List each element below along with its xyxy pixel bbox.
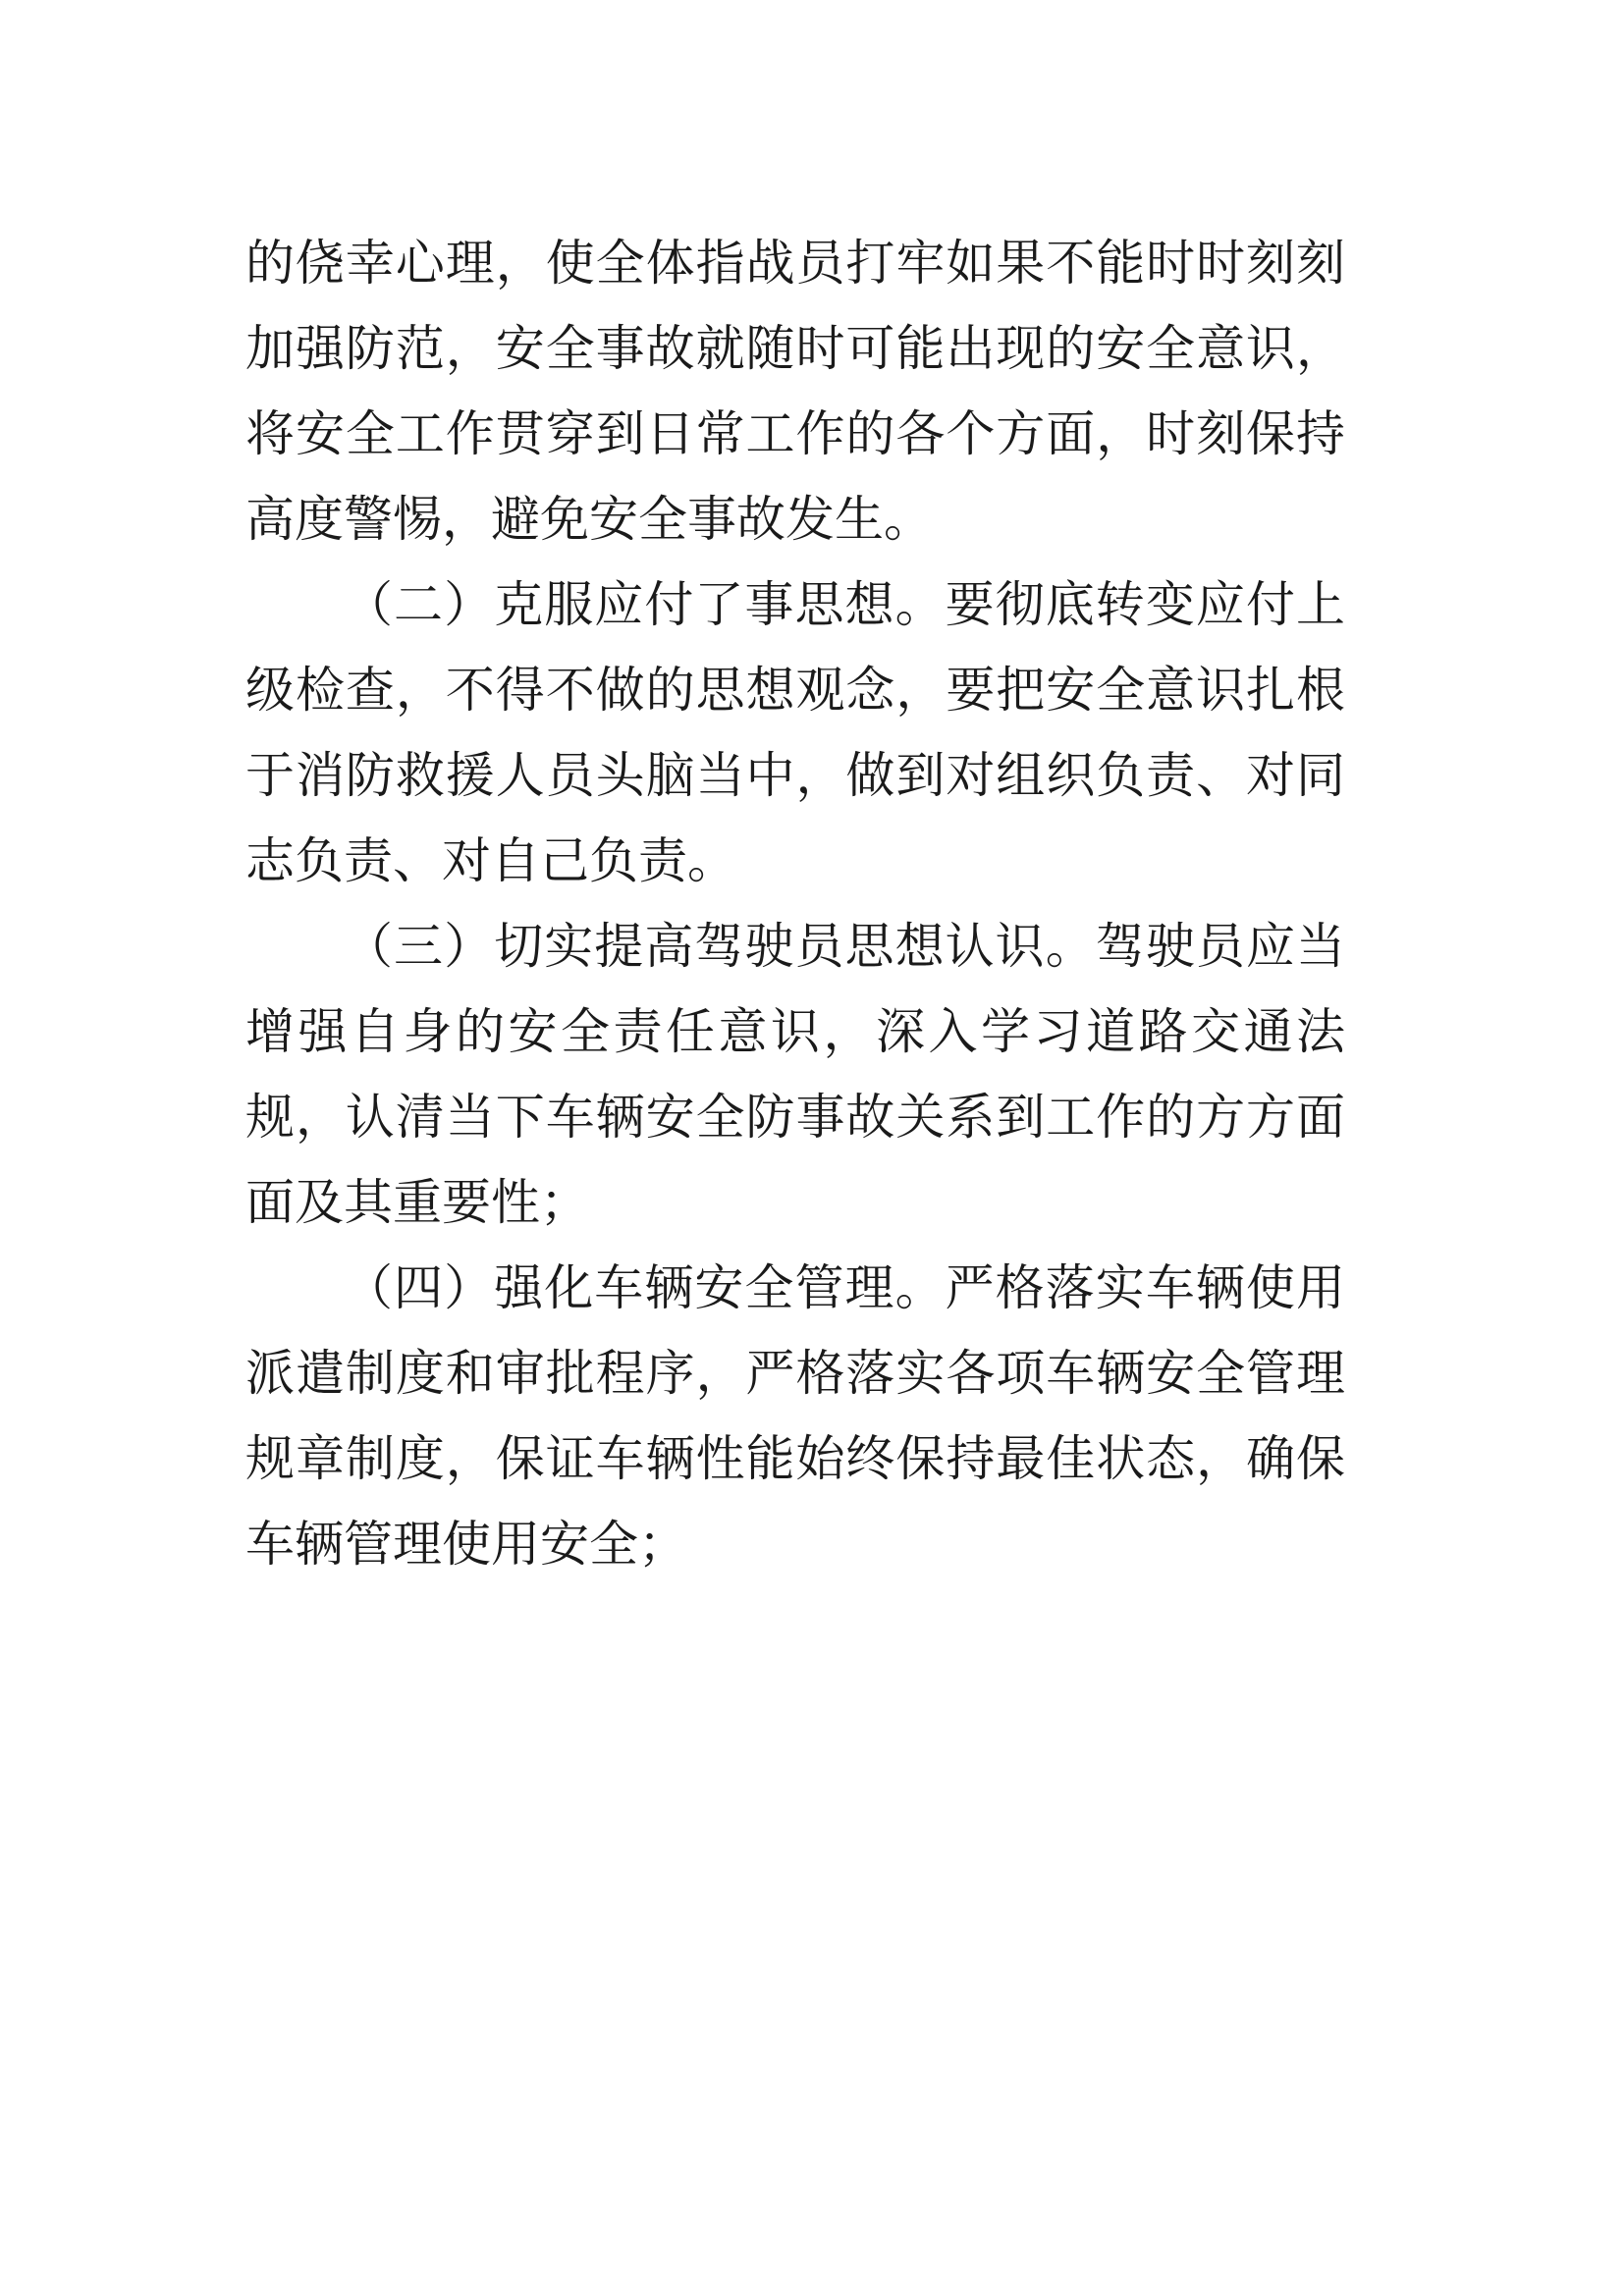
document-body — [245, 221, 1345, 1587]
paragraph-item-four: （四）强化车辆安全管理。严格落实车辆使用派遣制度和审批程序，严格落实各项车辆安全管理规章制度，保证车辆性能始终保持最佳状态，确保车辆管理使用安全； — [245, 1259, 1345, 1573]
paragraph-item-two: （二）克服应付了事思想。要彻底转变应付上级检查，不得不做的思想观念，要把安全意识扎根于消防救援人员头脑当中，做到对组织负责、对同志负责、对自己负责。 — [245, 576, 1345, 889]
paragraph-continuation: 的侥幸心理，使全体指战员打牢如果不能时时刻刻加强防范，安全事故就随时可能出现的安全意识，将安全工作贯穿到日常工作的各个方面，时刻保持高度警惕，避免安全事故发生。 — [245, 235, 1345, 548]
paragraph-item-three: （三）切实提高驾驶员思想认识。驾驶员应当增强自身的安全责任意识，深入学习道路交通法规，认清当下车辆安全防事故关系到工作的方方面面及其重要性； — [245, 918, 1345, 1231]
